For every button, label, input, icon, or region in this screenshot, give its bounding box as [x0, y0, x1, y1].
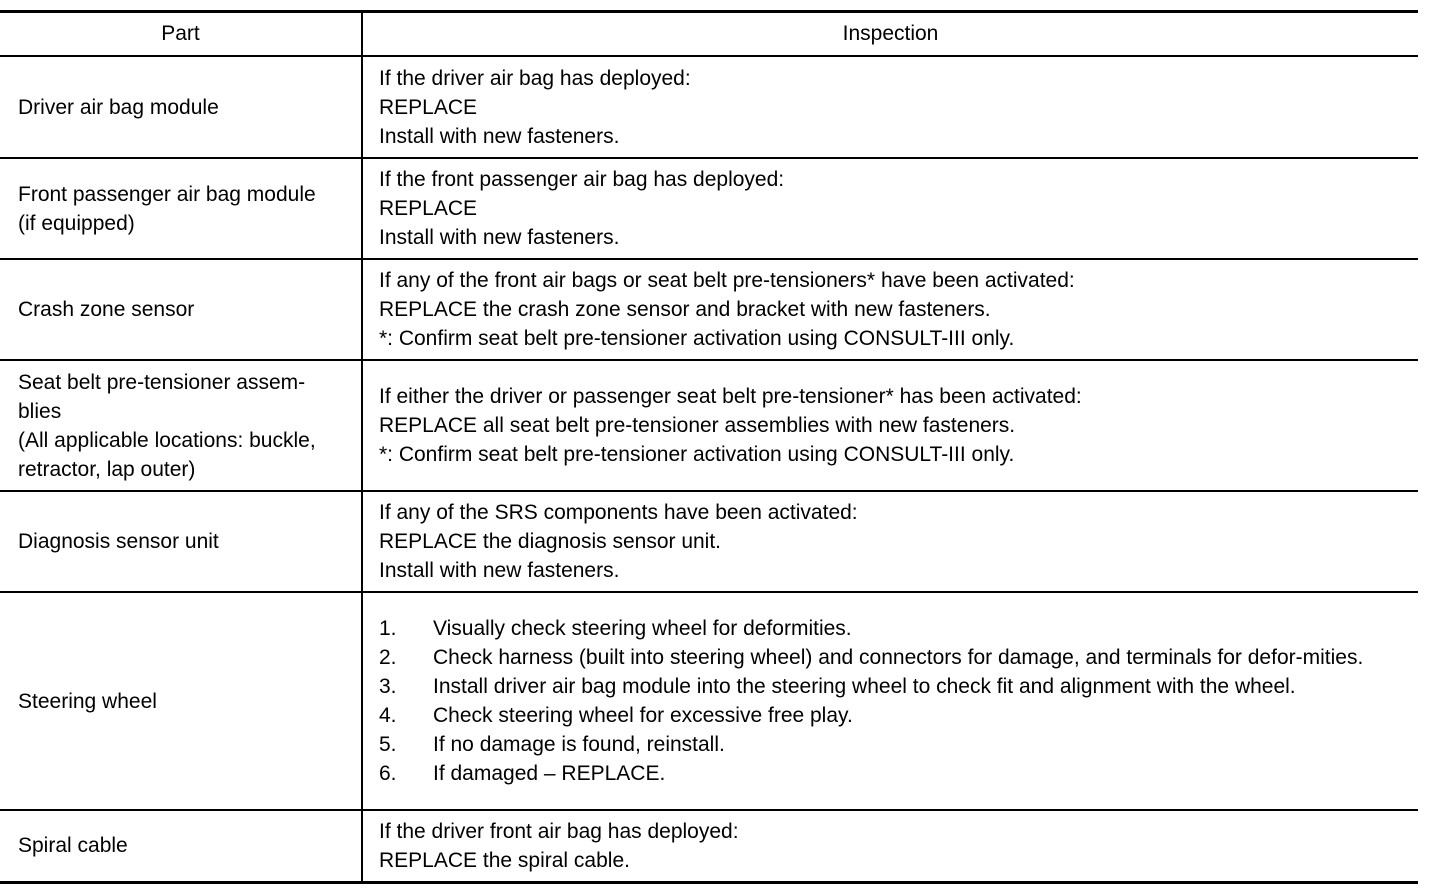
inspection-line: Install with new fasteners.	[379, 124, 620, 148]
inspection-cell	[362, 360, 1418, 491]
part-cell	[0, 158, 362, 259]
table-row	[0, 259, 1418, 360]
part-cell	[0, 56, 362, 158]
inspection-line: REPLACE the crash zone sensor and bracket with new fasteners.	[379, 298, 991, 321]
inspection-line: If any of the SRS components have been activated:	[379, 501, 858, 524]
inspection-line: *: Confirm seat belt pre-tensioner activation using CONSULT-III only.	[379, 443, 1015, 466]
inspection-line: If the driver front air bag has deployed:	[379, 819, 739, 843]
part-name-note: (All applicable locations: buckle,	[18, 428, 316, 452]
step-text: If no damage is found, reinstall.	[433, 733, 725, 756]
inspection-line: If the front passenger air bag has deployed:	[379, 168, 785, 191]
inspection-step	[379, 672, 1418, 701]
step-text: Check harness (built into steering wheel) and connectors for damage, and terminals for defor-mities.	[433, 646, 1364, 669]
step-number: 2.	[379, 646, 397, 669]
table-row	[0, 158, 1418, 259]
step-text: If damaged – REPLACE.	[433, 762, 666, 785]
inspection-line: REPLACE	[379, 197, 478, 220]
inspection-step	[379, 614, 1418, 643]
inspection-cell	[362, 56, 1418, 158]
part-cell	[0, 360, 362, 491]
inspection-step	[379, 730, 1418, 759]
part-name: Crash zone sensor	[18, 298, 195, 321]
part-name-note: retractor, lap outer)	[18, 457, 196, 481]
table-row	[0, 56, 1418, 158]
inspection-column-header: Inspection	[362, 12, 1418, 57]
table-row	[0, 810, 1418, 882]
part-name: Front passenger air bag module	[18, 182, 316, 206]
part-name: Steering wheel	[18, 689, 157, 713]
part-cell	[0, 491, 362, 592]
table-row	[0, 360, 1418, 491]
inspection-step	[379, 701, 1418, 730]
part-cell	[0, 592, 362, 810]
step-number: 3.	[379, 675, 397, 698]
inspection-step	[379, 643, 1418, 672]
part-cell	[0, 259, 362, 360]
step-number: 4.	[379, 704, 397, 727]
table-row	[0, 592, 1418, 810]
part-name: Diagnosis sensor unit	[18, 530, 219, 553]
inspection-line: REPLACE all seat belt pre-tensioner assemblies with new fasteners.	[379, 414, 1016, 437]
inspection-line: REPLACE	[379, 95, 478, 119]
part-name: blies	[18, 399, 62, 423]
table-row	[0, 491, 1418, 592]
step-number: 5.	[379, 733, 397, 756]
step-number: 6.	[379, 762, 397, 785]
inspection-cell	[362, 810, 1418, 882]
part-column-header: Part	[0, 12, 362, 57]
part-name: Driver air bag module	[18, 95, 219, 119]
inspection-steps	[379, 614, 1418, 788]
inspection-cell	[362, 491, 1418, 592]
table-header-row	[0, 12, 1418, 57]
inspection-table	[0, 10, 1418, 884]
inspection-line: REPLACE the diagnosis sensor unit.	[379, 530, 722, 553]
part-cell	[0, 810, 362, 882]
inspection-line: REPLACE the spiral cable.	[379, 848, 630, 872]
inspection-cell	[362, 158, 1418, 259]
step-number: 1.	[379, 617, 397, 640]
part-name: Seat belt pre-tensioner assem-	[18, 370, 306, 394]
inspection-cell	[362, 592, 1418, 810]
part-name: Spiral cable	[18, 834, 128, 858]
inspection-line: If either the driver or passenger seat belt pre-tensioner* has been activated:	[379, 385, 1082, 408]
step-text: Check steering wheel for excessive free play.	[433, 704, 853, 727]
inspection-line: Install with new fasteners.	[379, 559, 620, 582]
inspection-line: If any of the front air bags or seat belt pre-tensioners* have been activated:	[379, 269, 1075, 292]
inspection-line: *: Confirm seat belt pre-tensioner activation using CONSULT-III only.	[379, 327, 1015, 350]
inspection-line: Install with new fasteners.	[379, 226, 620, 249]
inspection-cell	[362, 259, 1418, 360]
step-text: Visually check steering wheel for deformities.	[433, 617, 852, 640]
inspection-line: If the driver air bag has deployed:	[379, 66, 691, 90]
inspection-step	[379, 759, 1418, 788]
part-name-note: (if equipped)	[18, 211, 135, 235]
step-text: Install driver air bag module into the steering wheel to check fit and alignment with the wheel.	[433, 675, 1296, 698]
